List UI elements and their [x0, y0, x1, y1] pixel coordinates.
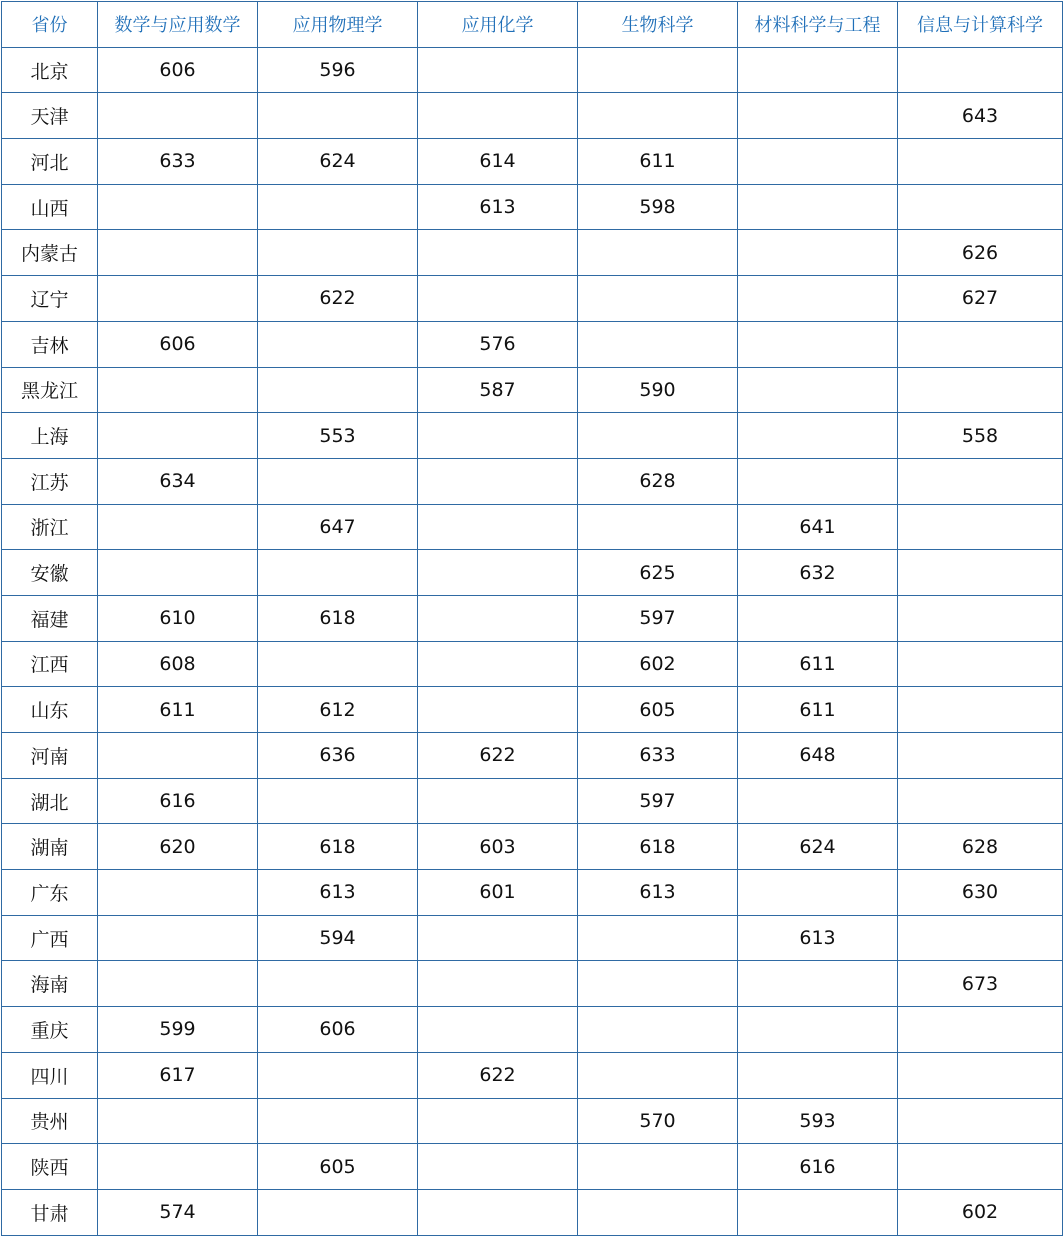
score-cell: 605	[258, 1144, 418, 1190]
score-cell	[738, 139, 898, 185]
score-cell	[578, 1007, 738, 1053]
score-cell	[258, 458, 418, 504]
score-cell: 606	[98, 47, 258, 93]
score-cell	[898, 778, 1063, 824]
score-cell	[898, 367, 1063, 413]
score-cell: 574	[98, 1189, 258, 1235]
column-header: 生物科学	[578, 2, 738, 48]
score-cell	[738, 1007, 898, 1053]
table-row	[2, 458, 1063, 504]
table-row	[2, 961, 1063, 1007]
column-header: 信息与计算科学	[898, 2, 1063, 48]
score-cell: 603	[418, 824, 578, 870]
table-row	[2, 47, 1063, 93]
score-cell	[258, 961, 418, 1007]
table-row	[2, 550, 1063, 596]
score-cell	[418, 413, 578, 459]
province-cell: 北京	[2, 47, 98, 93]
score-cell: 624	[258, 139, 418, 185]
score-cell: 610	[98, 595, 258, 641]
table-row	[2, 230, 1063, 276]
table-body	[2, 47, 1063, 1235]
score-cell	[98, 230, 258, 276]
province-cell: 江西	[2, 641, 98, 687]
score-cell	[738, 321, 898, 367]
score-cell: 611	[738, 641, 898, 687]
column-header: 数学与应用数学	[98, 2, 258, 48]
table-row	[2, 504, 1063, 550]
score-cell: 673	[898, 961, 1063, 1007]
province-cell: 河南	[2, 733, 98, 779]
score-cell	[98, 93, 258, 139]
score-cell: 636	[258, 733, 418, 779]
score-cell	[738, 1189, 898, 1235]
score-cell	[98, 276, 258, 322]
score-table	[1, 1, 1063, 1236]
score-cell: 626	[898, 230, 1063, 276]
score-cell	[98, 915, 258, 961]
table-row	[2, 1098, 1063, 1144]
table-row	[2, 1052, 1063, 1098]
header-row	[2, 2, 1063, 48]
score-cell: 611	[738, 687, 898, 733]
score-cell	[898, 733, 1063, 779]
score-cell	[258, 1052, 418, 1098]
table-row	[2, 915, 1063, 961]
score-cell: 618	[258, 824, 418, 870]
score-cell	[898, 1007, 1063, 1053]
score-cell: 576	[418, 321, 578, 367]
score-cell	[258, 93, 418, 139]
score-cell: 597	[578, 595, 738, 641]
score-cell	[898, 504, 1063, 550]
score-cell	[98, 961, 258, 1007]
province-cell: 浙江	[2, 504, 98, 550]
score-cell: 602	[578, 641, 738, 687]
score-cell	[738, 413, 898, 459]
score-cell	[98, 184, 258, 230]
score-cell	[418, 93, 578, 139]
score-cell: 634	[98, 458, 258, 504]
score-cell: 611	[98, 687, 258, 733]
table-row	[2, 367, 1063, 413]
score-cell	[738, 595, 898, 641]
score-cell	[98, 550, 258, 596]
score-cell: 601	[418, 870, 578, 916]
province-cell: 辽宁	[2, 276, 98, 322]
province-cell: 吉林	[2, 321, 98, 367]
column-header: 应用物理学	[258, 2, 418, 48]
score-cell	[418, 458, 578, 504]
province-cell: 海南	[2, 961, 98, 1007]
score-cell	[418, 687, 578, 733]
score-cell	[738, 870, 898, 916]
column-header: 应用化学	[418, 2, 578, 48]
province-cell: 江苏	[2, 458, 98, 504]
province-cell: 山东	[2, 687, 98, 733]
score-cell	[418, 230, 578, 276]
score-cell: 627	[898, 276, 1063, 322]
score-cell: 593	[738, 1098, 898, 1144]
score-cell: 602	[898, 1189, 1063, 1235]
score-cell	[418, 550, 578, 596]
score-cell	[898, 458, 1063, 504]
province-cell: 安徽	[2, 550, 98, 596]
score-cell: 613	[738, 915, 898, 961]
province-cell: 福建	[2, 595, 98, 641]
score-cell: 622	[258, 276, 418, 322]
score-cell: 612	[258, 687, 418, 733]
table-row	[2, 778, 1063, 824]
score-cell	[258, 550, 418, 596]
score-cell: 596	[258, 47, 418, 93]
score-cell	[258, 778, 418, 824]
score-cell	[418, 47, 578, 93]
column-header: 材料科学与工程	[738, 2, 898, 48]
score-cell: 618	[258, 595, 418, 641]
table-row	[2, 595, 1063, 641]
score-cell: 641	[738, 504, 898, 550]
score-cell	[418, 915, 578, 961]
score-cell	[738, 458, 898, 504]
score-cell: 613	[258, 870, 418, 916]
score-cell	[898, 1052, 1063, 1098]
score-cell: 620	[98, 824, 258, 870]
table-row	[2, 1144, 1063, 1190]
score-cell	[258, 367, 418, 413]
province-cell: 广东	[2, 870, 98, 916]
score-cell: 605	[578, 687, 738, 733]
score-cell: 616	[738, 1144, 898, 1190]
score-cell: 647	[258, 504, 418, 550]
score-cell: 606	[258, 1007, 418, 1053]
score-cell	[898, 915, 1063, 961]
province-cell: 重庆	[2, 1007, 98, 1053]
score-cell: 648	[738, 733, 898, 779]
score-cell	[418, 778, 578, 824]
score-cell: 599	[98, 1007, 258, 1053]
province-cell: 山西	[2, 184, 98, 230]
score-cell: 643	[898, 93, 1063, 139]
score-cell	[418, 961, 578, 1007]
score-cell	[578, 93, 738, 139]
score-cell	[418, 1007, 578, 1053]
score-cell	[258, 1098, 418, 1144]
table-row	[2, 1007, 1063, 1053]
score-cell	[258, 1189, 418, 1235]
score-cell	[98, 1098, 258, 1144]
score-cell: 553	[258, 413, 418, 459]
province-cell: 四川	[2, 1052, 98, 1098]
score-cell: 622	[418, 1052, 578, 1098]
score-cell	[578, 1144, 738, 1190]
score-cell	[418, 276, 578, 322]
score-cell: 590	[578, 367, 738, 413]
score-cell	[738, 93, 898, 139]
score-cell: 614	[418, 139, 578, 185]
score-cell	[898, 1144, 1063, 1190]
score-cell: 598	[578, 184, 738, 230]
score-cell: 597	[578, 778, 738, 824]
score-cell: 613	[578, 870, 738, 916]
score-cell	[258, 641, 418, 687]
score-cell	[258, 230, 418, 276]
province-cell: 内蒙古	[2, 230, 98, 276]
score-cell: 570	[578, 1098, 738, 1144]
score-cell	[578, 230, 738, 276]
score-cell	[578, 276, 738, 322]
score-cell: 617	[98, 1052, 258, 1098]
score-cell	[578, 47, 738, 93]
score-cell	[738, 367, 898, 413]
score-cell	[98, 413, 258, 459]
score-cell	[98, 733, 258, 779]
score-cell: 618	[578, 824, 738, 870]
score-cell	[738, 1052, 898, 1098]
province-cell: 上海	[2, 413, 98, 459]
score-cell	[898, 595, 1063, 641]
score-cell: 587	[418, 367, 578, 413]
province-cell: 甘肃	[2, 1189, 98, 1235]
score-cell	[418, 641, 578, 687]
score-cell: 606	[98, 321, 258, 367]
table-row	[2, 870, 1063, 916]
province-cell: 湖南	[2, 824, 98, 870]
score-cell: 616	[98, 778, 258, 824]
score-cell	[898, 641, 1063, 687]
score-cell: 633	[578, 733, 738, 779]
score-cell	[578, 321, 738, 367]
score-cell: 633	[98, 139, 258, 185]
score-cell	[418, 1144, 578, 1190]
table-row	[2, 184, 1063, 230]
score-cell: 622	[418, 733, 578, 779]
score-cell	[578, 504, 738, 550]
score-cell: 625	[578, 550, 738, 596]
column-header: 省份	[2, 2, 98, 48]
score-cell	[738, 230, 898, 276]
score-cell	[578, 961, 738, 1007]
table-row	[2, 824, 1063, 870]
table-row	[2, 733, 1063, 779]
score-cell: 558	[898, 413, 1063, 459]
score-cell: 608	[98, 641, 258, 687]
province-cell: 广西	[2, 915, 98, 961]
score-cell	[418, 595, 578, 641]
table-row	[2, 1189, 1063, 1235]
table-row	[2, 413, 1063, 459]
province-cell: 河北	[2, 139, 98, 185]
province-cell: 陕西	[2, 1144, 98, 1190]
score-cell	[898, 47, 1063, 93]
score-cell: 632	[738, 550, 898, 596]
score-cell	[898, 184, 1063, 230]
table-row	[2, 321, 1063, 367]
score-cell	[578, 1052, 738, 1098]
score-cell	[898, 321, 1063, 367]
score-cell: 628	[898, 824, 1063, 870]
score-cell	[738, 778, 898, 824]
score-cell	[258, 321, 418, 367]
score-cell	[738, 276, 898, 322]
score-cell	[738, 961, 898, 1007]
score-cell	[98, 870, 258, 916]
province-cell: 贵州	[2, 1098, 98, 1144]
score-cell	[578, 915, 738, 961]
table-row	[2, 641, 1063, 687]
score-cell: 628	[578, 458, 738, 504]
score-cell: 594	[258, 915, 418, 961]
score-cell	[98, 1144, 258, 1190]
score-cell	[898, 139, 1063, 185]
score-cell	[418, 1098, 578, 1144]
score-cell	[738, 47, 898, 93]
province-cell: 黑龙江	[2, 367, 98, 413]
score-cell: 611	[578, 139, 738, 185]
score-cell: 630	[898, 870, 1063, 916]
province-cell: 湖北	[2, 778, 98, 824]
table-row	[2, 93, 1063, 139]
table-row	[2, 687, 1063, 733]
score-cell	[418, 504, 578, 550]
score-cell	[98, 367, 258, 413]
score-cell	[898, 1098, 1063, 1144]
score-cell: 624	[738, 824, 898, 870]
score-cell	[898, 687, 1063, 733]
score-cell	[578, 413, 738, 459]
score-cell	[418, 1189, 578, 1235]
score-cell	[578, 1189, 738, 1235]
table-row	[2, 139, 1063, 185]
score-cell	[898, 550, 1063, 596]
table-row	[2, 276, 1063, 322]
score-cell	[98, 504, 258, 550]
province-cell: 天津	[2, 93, 98, 139]
score-cell	[258, 184, 418, 230]
score-cell	[738, 184, 898, 230]
score-cell: 613	[418, 184, 578, 230]
